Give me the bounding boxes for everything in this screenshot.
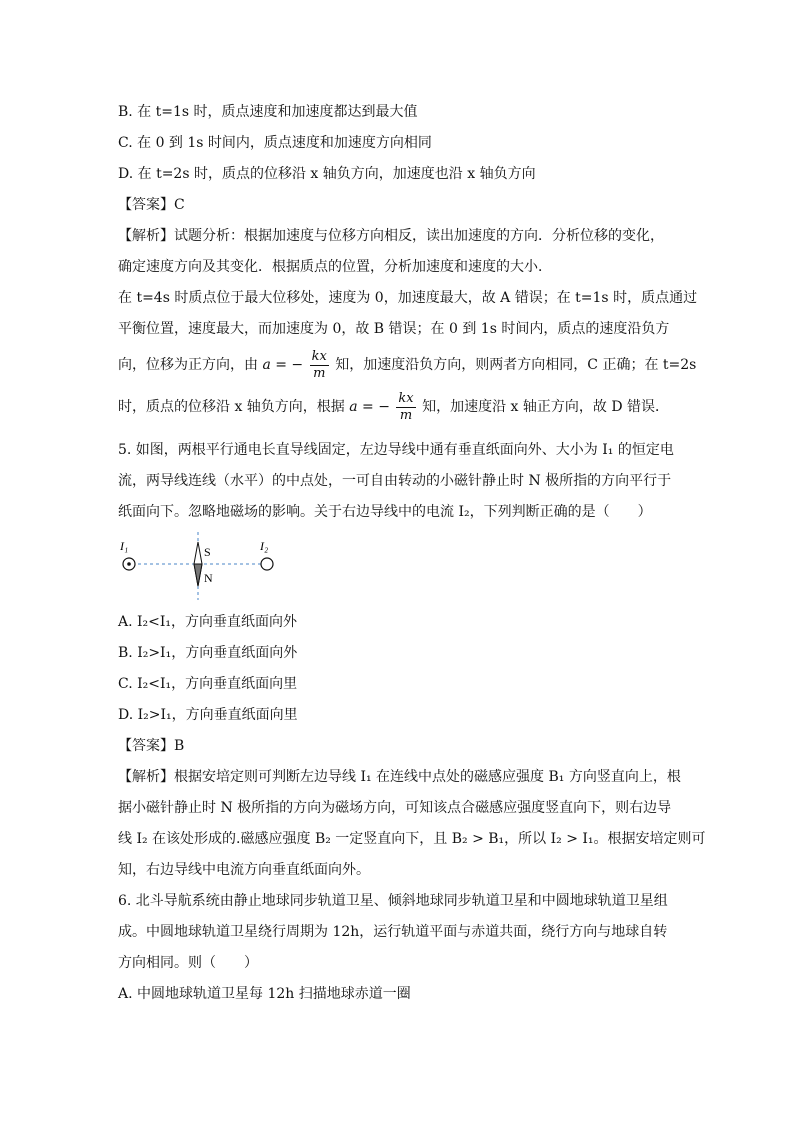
analysis-q5-line2: 据小磁针静止时 N 极所指的方向为磁场方向，可知该点合磁感应强度竖直向下，则右边导 — [118, 800, 672, 816]
analysis-q4-line2: 确定速度方向及其变化．根据质点的位置，分析加速度和速度的大小． — [118, 259, 552, 275]
formula-equation-1: a = − — [262, 357, 304, 373]
question-6-line2: 成。中圆地球轨道卫星绕行周期为 12h，运行轨道平面与赤道共面，绕行方向与地球自转 — [118, 924, 668, 940]
option-b-q4: B. 在 t=1s 时，质点速度和加速度都达到最大值 — [118, 104, 418, 120]
fraction-denominator: m — [313, 365, 326, 381]
question-5-line2: 流，两导线连线（水平）的中点处，一可自由转动的小磁针静止时 N 极所指的方向平行于 — [118, 473, 672, 489]
option-b-q5: B. I₂>I₁，方向垂直纸面向外 — [118, 645, 298, 661]
analysis-q4-line5 — [118, 348, 696, 382]
question-6-line3: 方向相同。则（ ） — [118, 955, 258, 971]
diagram-svg — [118, 530, 288, 605]
question-6-line1: 6. 北斗导航系统由静止地球同步轨道卫星、倾斜地球同步轨道卫星和中圆地球轨道卫星组 — [118, 893, 668, 909]
formula-equation-2: a = − — [349, 399, 390, 415]
needle-north-half — [194, 564, 202, 586]
label-n: N — [204, 571, 213, 585]
option-d-q5: D. I₂>I₁，方向垂直纸面向里 — [118, 707, 298, 723]
analysis-q4-line6-text-b: 知，加速度沿 x 轴正方向，故 D 错误． — [422, 399, 670, 415]
label-i2: I₂ — [260, 539, 269, 553]
question-5-line1: 5. 如图，两根平行通电长直导线固定，左边导线中通有垂直纸面向外、大小为 I₁ 的恒定电 — [118, 442, 674, 458]
option-a-q6: A. 中圆地球轨道卫星每 12h 扫描地球赤道一圈 — [118, 986, 411, 1002]
option-c-q5: C. I₂<I₁，方向垂直纸面向里 — [118, 676, 298, 692]
formula-fraction-1 — [310, 349, 329, 382]
analysis-q4-line6 — [118, 390, 669, 424]
right-wire-icon — [261, 558, 273, 570]
fraction-numerator: kx — [311, 348, 327, 364]
analysis-q5-line3: 线 I₂ 在该处形成的.磁感应强度 B₂ 一定竖直向下，且 B₂ > B₁，所以 I₂ > I₁。根据安培定则可 — [118, 831, 706, 847]
analysis-q4-line6-text-a: 时，质点的位移沿 x 轴负方向，根据 — [118, 399, 345, 415]
analysis-q4-line5-text-b: 知，加速度沿负方向，则两者方向相同，C 正确；在 t=2s — [335, 357, 697, 373]
analysis-q5-line1: 【解析】根据安培定则可判断左边导线 I₁ 在连线中点处的磁感应强度 B₁ 方向竖直向上，根 — [118, 769, 681, 785]
option-a-q5: A. I₂<I₁，方向垂直纸面向外 — [118, 614, 298, 630]
wire-compass-diagram — [118, 530, 288, 605]
analysis-q4-line3: 在 t=4s 时质点位于最大位移处，速度为 0，加速度最大，故 A 错误；在 t=1s 时，质点通过 — [118, 290, 698, 306]
out-of-page-dot-icon — [127, 562, 131, 566]
option-c-q4: C. 在 0 到 1s 时间内，质点速度和加速度方向相同 — [118, 135, 432, 151]
fraction-numerator: kx — [398, 390, 414, 406]
analysis-q4-line5-text-a: 向，位移为正方向，由 — [118, 357, 258, 373]
label-s: S — [204, 545, 211, 559]
question-5-line3: 纸面向下。忽略地磁场的影响。关于右边导线中的电流 I₂，下列判断正确的是（ ） — [118, 504, 652, 520]
analysis-q4-line1: 【解析】试题分析：根据加速度与位移方向相反，读出加速度的方向．分析位移的变化， — [118, 228, 664, 244]
answer-q4: 【答案】C — [118, 197, 185, 213]
formula-fraction-2 — [396, 391, 415, 424]
analysis-q4-line4: 平衡位置，速度最大，而加速度为 0，故 B 错误；在 0 到 1s 时间内，质点的速度沿负方 — [118, 321, 670, 337]
answer-q5: 【答案】B — [118, 738, 185, 754]
fraction-denominator: m — [399, 407, 413, 423]
label-i1: I₁ — [120, 539, 129, 553]
analysis-q5-line4: 知，右边导线中电流方向垂直纸面向外。 — [118, 862, 370, 878]
option-d-q4: D. 在 t=2s 时，质点的位移沿 x 轴负方向，加速度也沿 x 轴负方向 — [118, 166, 536, 182]
